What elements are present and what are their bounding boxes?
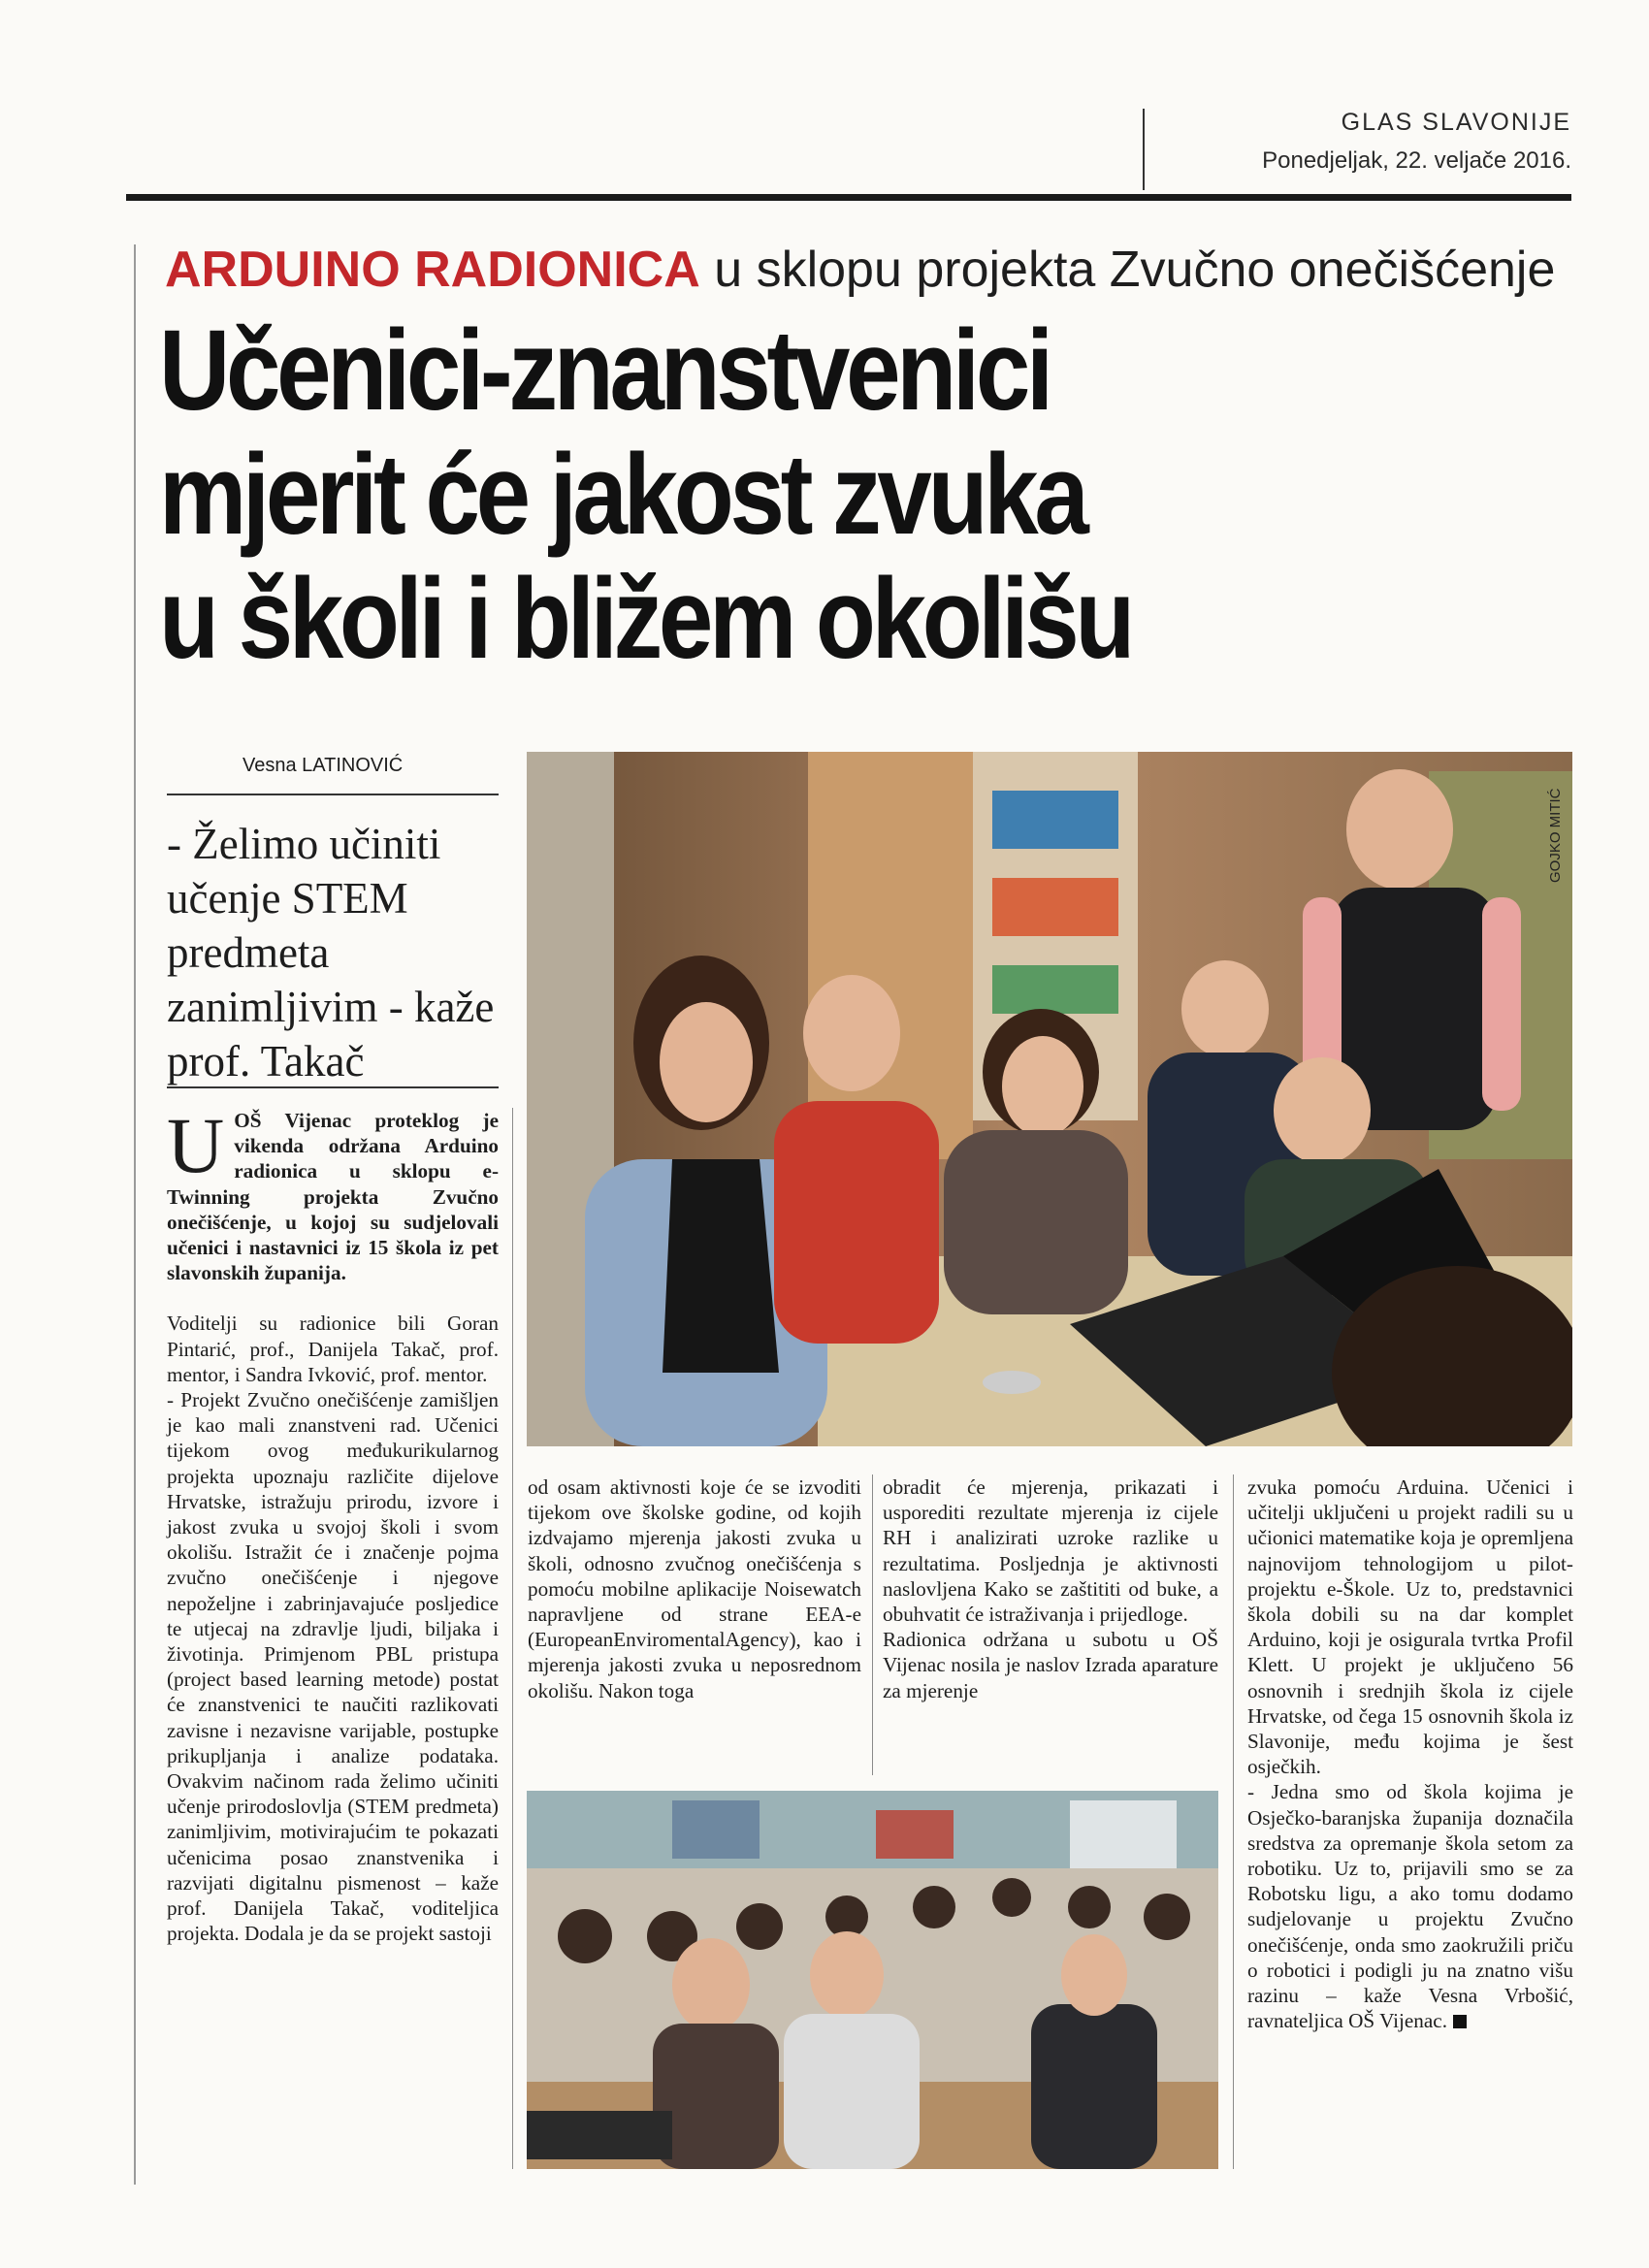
article-column-1 <box>167 1101 499 1947</box>
masthead-divider <box>1143 109 1145 190</box>
column-divider <box>512 1108 513 2169</box>
body-paragraph: od osam aktivnosti koje će se izvoditi tijekom ove školske godine, od kojih izdvajamo mjerenja jakosti zvuka u školi, odnosno zvučnog onečišćenja s pomoću mobilne aplikacije Noisewatch napravljene od strane EEA-e (EuropeanEnviromentalAgency), kao i mjerenja jakosti zvuka u neposrednom okolišu. Nakon toga <box>528 1475 861 1702</box>
headline-line: u školi i bližem okolišu <box>159 555 1132 683</box>
author-byline: Vesna LATINOVIĆ <box>242 755 404 776</box>
column-divider <box>1233 1474 1234 2169</box>
headline-line: Učenici-znanstvenici <box>159 307 1050 435</box>
classroom-photo-illustration <box>527 1791 1218 2169</box>
classroom-photo <box>527 1791 1218 2169</box>
workshop-photo-illustration <box>527 752 1572 1446</box>
pull-quote: - Želimo učiniti učenje STEM predmeta zanimljivim - kaže prof. Takač <box>167 820 495 1085</box>
article-column-4 <box>1247 1474 1573 2033</box>
pull-quote-rule <box>167 1086 499 1088</box>
lead-paragraph: OŠ Vijenac proteklog je vikenda održana Arduino radionica u sklopu e-Twinning projekta Zvučno onečišćenje, u kojoj su sudjelovali učenici i nastavnici iz 15 škola iz pet slavonskih županija. <box>167 1109 499 1285</box>
workshop-photo <box>527 752 1572 1446</box>
kicker-rest: u sklopu projekta Zvučno onečišćenje <box>714 242 1556 298</box>
byline-rule <box>167 794 499 795</box>
issue-date: Ponedjeljak, 22. veljače 2016. <box>1262 147 1571 174</box>
body-paragraph: Voditelji su radionice bili Goran Pintarić, prof., Danijela Takač, prof. mentor, i Sandra Ivković, prof. mentor. <box>167 1312 499 1386</box>
body-paragraph: zvuka pomoću Arduina. Učenici i učitelji uključeni u projekt radili su u učionici matematike koja je opremljena najnovijom tehnologijom u pilot-projektu e-Škole. Uz to, predstavnici škola dobili su na dar komplet Arduino, koji je osigurala tvrtka Profil Klett. U projekt je uključeno 56 osnovnih i srednjih škola iz cijele Hrvatske, od čega 15 osnovnih škola iz Slavonije, među kojima je šest osječkih. <box>1247 1475 1573 1779</box>
end-mark-icon <box>1453 2015 1467 2028</box>
body-paragraph: obradit će mjerenja, prikazati i usporediti rezultate mjerenja iz cijele RH i analizirati uzroke razlike u rezultatima. Posljednja je aktivnosti naslovljena Kako se zaštititi od buke, a obuhvatit će istraživanja i prijedloge. <box>883 1475 1218 1627</box>
body-paragraph <box>1247 1779 1573 2033</box>
closing-paragraph: - Jedna smo od škola kojima je Osječko-baranjska županija doznačila sredstva za opremanje škola setom za robotiku. Uz to, prijavili smo se za Robotsku ligu, a ako tomu dodamo sudjelovanje u projektu Zvučno onečišćenje, onda smo zaokružili priču o robotici i podigli ju na znatno višu razinu – kaže Vesna Vrbošić, ravnateljica OŠ Vijenac. <box>1247 1780 1573 2033</box>
newspaper-name: GLAS SLAVONIJE <box>1341 109 1571 136</box>
masthead-rule <box>126 194 1571 201</box>
body-paragraph: - Projekt Zvučno onečišćenje zamišljen je kao mali znanstveni rad. Učenici tijekom ovog međukurikularnog projekta upoznaju različite dijelove Hrvatske, istražuju prirodu, izvore i jakost zvuka u svojoj školi i svom okolišu. Istražit će i značenje pojma zvučno onečišćenje i njegove nepoželjne i zabrinjavajuće posljedice te utjecaj na zdravlje ljudi, biljaka i životinja. Primjenom PBL pristupa (project based learning metode) postat će znanstvenici te naučiti razlikovati zavisne i nezavisne varijable, postupke prikupljanja i analize podataka. Ovakvim načinom rada želimo učiniti učenje prirodoslovlja (STEM predmeta) zanimljivim, motivirajućim te pokazati učenicima posao znanstvenika i razvijati digitalnu pismenost – kaže prof. Danijela Takač, voditeljica projekta. Dodala je da se projekt sastoji <box>167 1388 499 1946</box>
article-headline <box>159 308 1385 681</box>
column-divider <box>872 1474 873 1775</box>
article-column-2 <box>528 1474 861 1703</box>
photo-credit: GOJKO MITIĆ <box>1547 788 1564 883</box>
page-margin-line <box>134 244 136 2185</box>
kicker-highlight: ARDUINO RADIONICA <box>165 242 700 298</box>
drop-cap: U <box>167 1101 225 1189</box>
headline-line: mjerit će jakost zvuka <box>159 431 1085 559</box>
article-kicker <box>165 238 1571 302</box>
body-paragraph: Radionica održana u subotu u OŠ Vijenac nosila je naslov Izrada aparature za mjerenje <box>883 1628 1218 1702</box>
article-column-3 <box>883 1474 1218 1703</box>
